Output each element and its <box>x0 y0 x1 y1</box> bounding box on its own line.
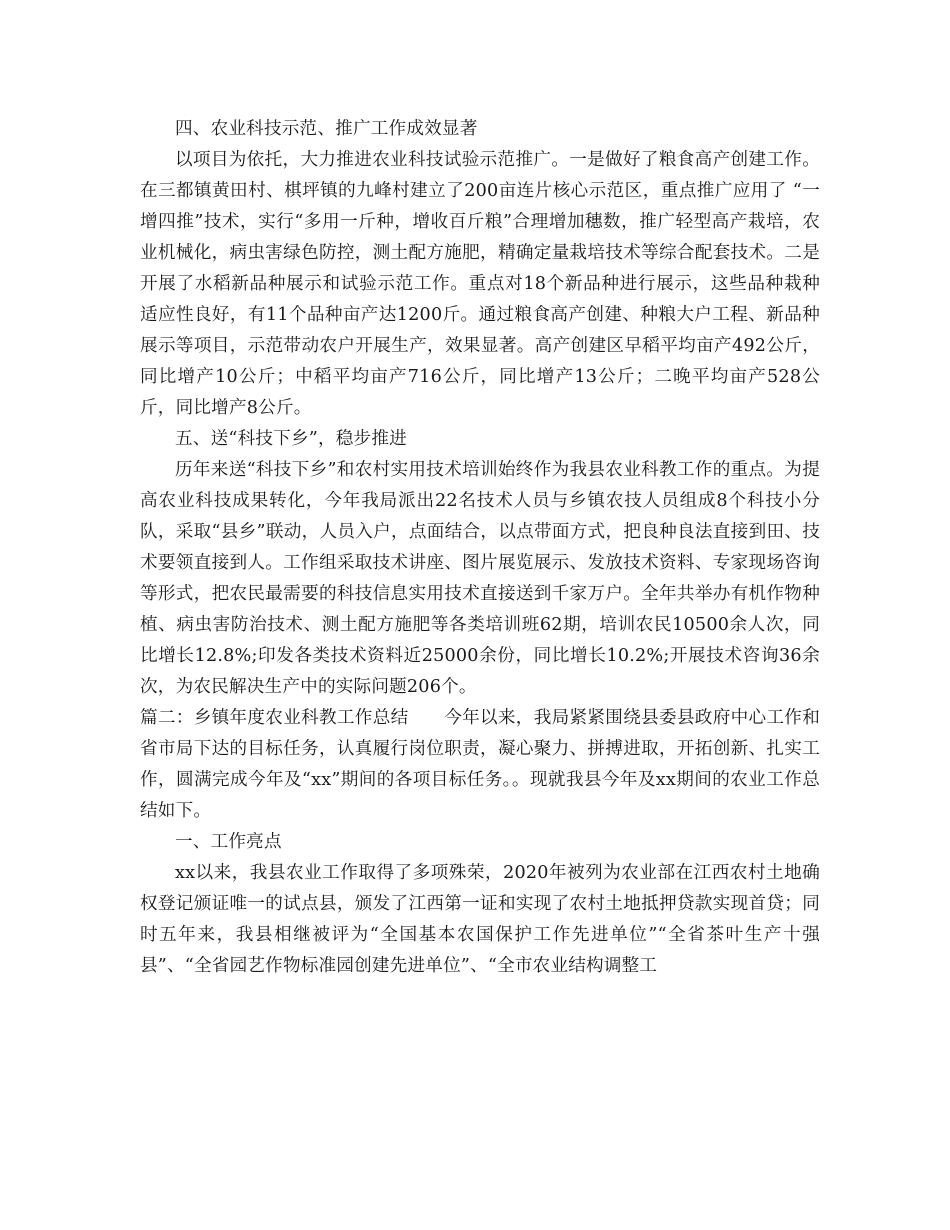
section4-paragraph: 以项目为依托，大力推进农业科技试验示范推广。一是做好了粮食高产创建工作。在三都镇黄田村、棋坪镇的九峰村建立了200亩连片核心示范区，重点推广应用了 “一增四推”技术，实行“多用一斤种，增收百斤粮”合理增加穗数，推广轻型高产栽培，农业机械化，病虫害绿色防控，测土配方施肥，精确定量栽培技术等综合配套技术。二是开展了水稻新品种展示和试验示范工作。重点对18个新品种进行展示，这些品种栽种适应性良好，有11个品种亩产达1200斤。通过粮食高产创建、种粮大户工程、新品种展示等项目，示范带动农户开展生产，效果显著。高产创建区早稻平均亩产492公斤，同比增产10公斤；中稻平均亩产716公斤，同比增产13公斤；二晚平均亩产528公斤，同比增产8公斤。 <box>140 150 820 418</box>
section5-paragraph: 历年来送“科技下乡”和农村实用技术培训始终作为我县农业科教工作的重点。为提高农业科技成果转化，今年我局派出22名技术人员与乡镇农技人员组成8个科技小分队，采取“县乡”联动，人员入户，点面结合，以点带面方式，把良种良法直接到田、技术要领直接到人。工作组采取技术讲座、图片展览展示、发放技术资料、专家现场咨询等形式，把农民最需要的科技信息实用技术直接送到千家万户。全年共举办有机作物种植、病虫害防治技术、测土配方施肥等各类培训班62期，培训农民10500余人次，同比增长12.8%;印发各类技术资料近25000余份，同比增长10.2%;开展技术咨询36余次，为农民解决生产中的实际问题206个。 <box>140 460 820 697</box>
part2-paragraph <box>140 703 820 827</box>
section5-heading: 五、送“科技下乡”，稳步推进 <box>175 429 407 449</box>
highlights-heading: 一、工作亮点 <box>175 832 282 852</box>
part2-title: 篇二：乡镇年度农业科教工作总结 <box>140 708 409 728</box>
part2-intro: 今年以来，我局紧紧围绕县委县政府中心工作和省市局下达的目标任务，认真履行岗位职责，凝心聚力、拼搏进取，开拓创新、扎实工作，圆满完成今年及“xx”期间的各项目标任务。。现就我县今年及xx期间的农业工作总结如下。 <box>140 708 820 821</box>
part2-spacer <box>409 708 445 728</box>
document-body <box>140 114 820 982</box>
section4-heading: 四、农业科技示范、推广工作成效显著 <box>175 119 478 139</box>
highlights-paragraph: xx以来，我县农业工作取得了多项殊荣，2020年被列为农业部在江西农村土地确权登记颁证唯一的试点县，颁发了江西第一证和实现了农村土地抵押贷款实现首贷；同时五年来，我县相继被评为“全国基本农国保护工作先进单位”“全省茶叶生产十强县”、“全省园艺作物标准园创建先进单位”、“全市农业结构调整工 <box>140 863 820 976</box>
